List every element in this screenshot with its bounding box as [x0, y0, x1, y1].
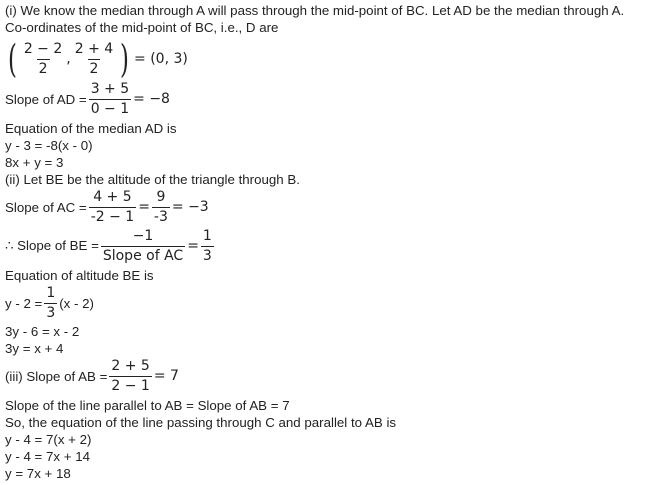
slope-ac-fraction-2: $\frac{9}{-3}$: [153, 188, 168, 225]
slope-ac-fraction-1: $\frac{4 + 5}{-2 - 1}$: [90, 188, 135, 225]
slope-ad-equation: Slope of AD = $\frac{3 + 5}{0 - 1}$ = −8: [5, 80, 170, 117]
slope-ab-equation: (iii) Slope of AB = $\frac{2 + 5}{2 - 1}$ = 7: [5, 357, 179, 394]
altitude-equation-step2: 3y - 6 = x - 2: [5, 324, 80, 339]
altitude-equation: y - 2 = $\frac{1}{3}$ (x - 2): [5, 284, 94, 321]
slope-ad-fraction: $\frac{3 + 5}{0 - 1}$: [90, 80, 130, 117]
median-equation-intro: Equation of the median AD is: [5, 121, 177, 136]
parallel-equation-step2: y - 4 = 7x + 14: [5, 449, 91, 464]
left-paren: (: [7, 37, 17, 81]
altitude-equation-step3: 3y = x + 4: [5, 341, 64, 356]
slope-ab-fraction: $\frac{2 + 5}{2 - 1}$: [111, 357, 150, 394]
midpoint-result: = (0, 3): [134, 51, 188, 67]
slope-be-equation: ∴ Slope of BE = $\frac{-1}{\text{Slope of AC}}$ = $\frac{1}{3}$: [5, 227, 212, 264]
midpoint-x-fraction: $\frac{2 - 2}{2}$: [23, 40, 63, 77]
parallel-equation-step1: y - 4 = 7(x + 2): [5, 432, 92, 447]
parallel-equation-step3: y = 7x + 18: [5, 466, 71, 481]
altitude-equation-intro: Equation of altitude BE is: [5, 268, 154, 283]
slope-be-fraction-2: $\frac{1}{3}$: [202, 227, 212, 264]
altitude-fraction: $\frac{1}{3}$: [46, 284, 56, 321]
midpoint-y-fraction: $\frac{2 + 4}{2}$: [74, 40, 114, 77]
slope-ac-equation: Slope of AC = $\frac{4 + 5}{-2 - 1}$ = $\frac{9}{-3}$ = −3: [5, 188, 209, 225]
slope-be-fraction-1: $\frac{-1}{\text{Slope of AC}}$: [102, 227, 184, 264]
median-equation-step1: y - 3 = -8(x - 0): [5, 138, 93, 153]
median-equation-step2: 8x + y = 3: [5, 155, 64, 170]
part1-midpoint-line: Co-ordinates of the mid-point of BC, i.e., D are: [5, 20, 279, 35]
midpoint-equation: ( $\frac{2 - 2}{2}$ , $\frac{2 + 4}{2}$ ) = (0, 3): [7, 37, 188, 81]
parallel-line-intro: So, the equation of the line passing through C and parallel to AB is: [5, 415, 397, 430]
part2-intro: (ii) Let BE be the altitude of the triangle through B.: [5, 172, 300, 187]
right-paren: ): [120, 37, 130, 81]
parallel-slope-line: Slope of the line parallel to AB = Slope of AB = 7: [5, 398, 290, 413]
part1-intro-line: (i) We know the median through A will pass through the mid-point of BC. Let AD be the median through A.: [5, 3, 625, 18]
